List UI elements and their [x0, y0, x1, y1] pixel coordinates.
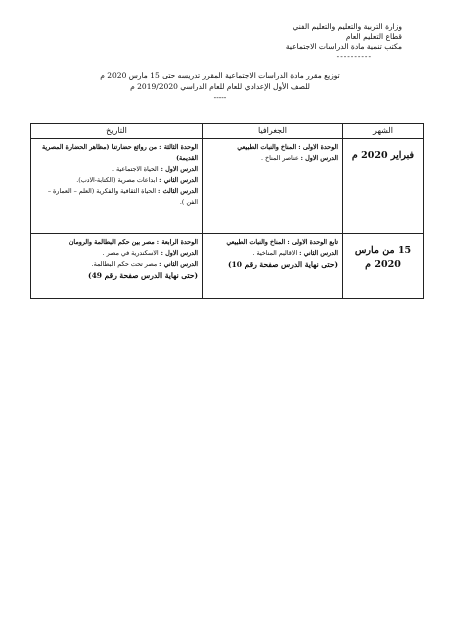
- history-cell: [31, 139, 203, 234]
- lesson-text: الحياة الثقافية والفكرية (العلم – العمارة – الفن ).: [47, 188, 198, 206]
- geography-cell: [203, 234, 343, 299]
- table-row: [31, 139, 424, 234]
- lesson-label: الدرس الثاني :: [299, 250, 338, 257]
- month-label: 15 من مارس: [354, 245, 412, 256]
- lesson-label: الدرس الاول :: [160, 166, 198, 173]
- header-history: التاريخ: [31, 124, 203, 139]
- header-line: قطاع التعليم العام: [345, 32, 402, 41]
- month-cell: [343, 234, 424, 299]
- lesson-text: الاقاليم المناخية .: [252, 250, 298, 257]
- lesson-label: الدرس الثاني :: [159, 177, 198, 184]
- title-line-1: توزيع مقرر مادة الدراسات الاجتماعية المقرر تدريسه حتى 15 مارس 2020 م: [100, 71, 340, 80]
- header-month: الشهر: [343, 124, 424, 139]
- lesson-text: عناصر المناخ .: [261, 155, 299, 162]
- page-limit-note: (حتى نهاية الدرس صفحة رقم 10): [228, 260, 338, 269]
- lesson-label: الدرس الاول :: [300, 155, 338, 162]
- month-cell: [343, 139, 424, 234]
- page-limit-note: (حتى نهاية الدرس صفحة رقم 49): [88, 271, 198, 280]
- geography-unit: تابع الوحدة الاولى : المناخ والنبات الطبيعي: [226, 239, 338, 246]
- ministry-header: [202, 22, 402, 62]
- month-year: 2020 م: [365, 259, 401, 270]
- document-title: [60, 70, 380, 103]
- lesson-text: الحياة الاجتماعية .: [112, 166, 159, 173]
- header-separator: ----------: [336, 52, 372, 61]
- lesson-label: الدرس الثالث :: [158, 188, 198, 195]
- title-line-2: للصف الأول الإعدادي للعام للعام الدراسي 2019/2020 م: [130, 82, 310, 91]
- table-header-row: [31, 124, 424, 139]
- history-unit: الوحدة الثالثة : من روائع حضارتنا (مظاهر الحضارة المصرية القديمة): [41, 144, 198, 162]
- lesson-text: ابداعات مصرية (الكتابة-الادب).: [76, 177, 158, 184]
- history-cell: [31, 234, 203, 299]
- header-line: وزارة التربية والتعليم والتعليم الفني: [292, 22, 402, 31]
- lesson-label: الدرس الثاني :: [159, 261, 198, 268]
- curriculum-table: [30, 123, 424, 299]
- lesson-text: الاسكندرية في مصر .: [102, 250, 159, 257]
- table-row: [31, 234, 424, 299]
- header-line: مكتب تنمية مادة الدراسات الاجتماعية: [285, 42, 402, 51]
- title-separator: -----: [213, 93, 227, 102]
- lesson-text: مصر تحت حكم البطالمة.: [91, 261, 158, 268]
- lesson-label: الدرس الاول :: [160, 250, 198, 257]
- month-label: فبراير 2020 م: [351, 150, 415, 161]
- geography-unit: الوحدة الاولى : المناخ والنبات الطبيعي: [237, 144, 338, 151]
- history-unit: الوحدة الرابعة : مصر بين حكم البطالمة والرومان: [68, 239, 198, 246]
- header-geography: الجغرافيا: [203, 124, 343, 139]
- geography-cell: [203, 139, 343, 234]
